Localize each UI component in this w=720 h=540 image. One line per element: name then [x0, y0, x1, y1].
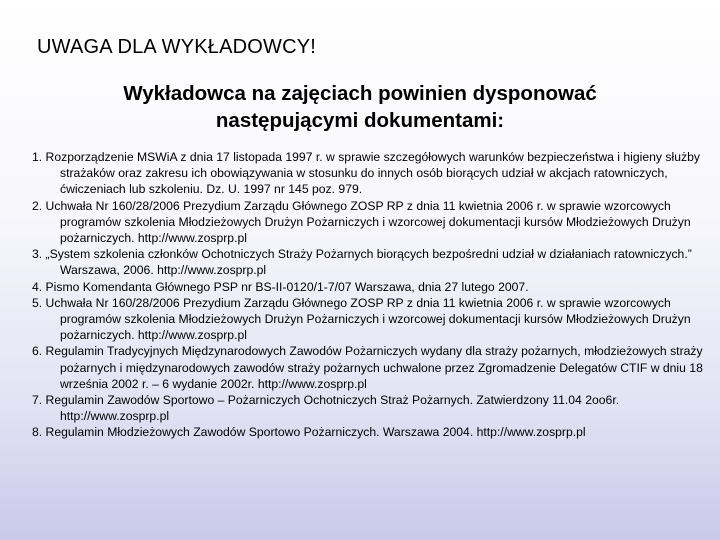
list-item [32, 343, 714, 392]
list-item-text: 5. Uchwała Nr 160/28/2006 Prezydium Zarządu Głównego ZOSP RP z dnia 11 kwietnia 2006 r. w sprawie wzorcowych programów szkolenia Młodzieżowych Drużyn Pożarniczych i wzorcowej dokumentacji kursów Młodzieżowych Drużyn pożarniczych. http://www.zosprp.pl [32, 295, 691, 343]
list-item [32, 424, 714, 440]
list-item [32, 279, 714, 295]
list-item [32, 149, 714, 198]
list-item [32, 295, 714, 344]
list-item-text: 1. Rozporządzenie MSWiA z dnia 17 listopada 1997 r. w sprawie szczegółowych warunków bezpieczeństwa i higieny służby strażaków oraz zakresu ich obowiązywania w stosunku do innych osób biorących udział w akcjach ratowniczych, ćwiczeniach lub szkoleniu. Dz. U. 1997 nr 145 poz. 979. [32, 150, 700, 197]
list-item-text: 3. „System szkolenia członków Ochotniczych Straży Pożarnych biorących bezpośredni udział w działaniach ratowniczych.” Warszawa, 2006. http://www.zosprp.pl [32, 247, 692, 278]
list-item-text: 2. Uchwała Nr 160/28/2006 Prezydium Zarządu Głównego ZOSP RP z dnia 11 kwietnia 2006 r. w sprawie wzorcowych programów szkolenia Młodzieżowych Drużyn Pożarniczych i wzorcowej dokumentacji kursów Młodzieżowych Drużyn pożarniczych. http://www.zosprp.pl [32, 198, 691, 246]
list-item [32, 246, 714, 278]
slide-header: UWAGA DLA WYKŁADOWCY! [37, 36, 317, 58]
list-item [32, 392, 714, 424]
list-item-text: 4. Pismo Komendanta Głównego PSP nr BS-II-0120/1-7/07 Warszawa, dnia 27 lutego 2007. [32, 279, 529, 294]
list-item [32, 198, 714, 247]
list-item-text: 8. Regulamin Młodzieżowych Zawodów Sportowo Pożarniczych. Warszawa 2004. http://www.zosprp.pl [32, 425, 586, 440]
document-list [32, 149, 714, 441]
list-item-text: 6. Regulamin Tradycyjnych Międzynarodowych Zawodów Pożarniczych wydany dla straży pożarnych, młodzieżowych straży pożarnych i międzynarodowych zawodów straży pożarnych uchwalone przez Zgromadzenie Delegatów CTIF w dniu 18 września 2002 r. – 6 wydanie 2002r. http://www.zosprp.pl [32, 344, 703, 391]
list-item-text: 7. Regulamin Zawodów Sportowo – Pożarniczych Ochotniczych Straż Pożarnych. Zatwierdzony 11.04 2oo6r. http://www.zosprp.pl [32, 393, 620, 424]
slide-heading: Wykładowca na zajęciach powinien dysponować następującymi dokumentami: [123, 82, 597, 132]
